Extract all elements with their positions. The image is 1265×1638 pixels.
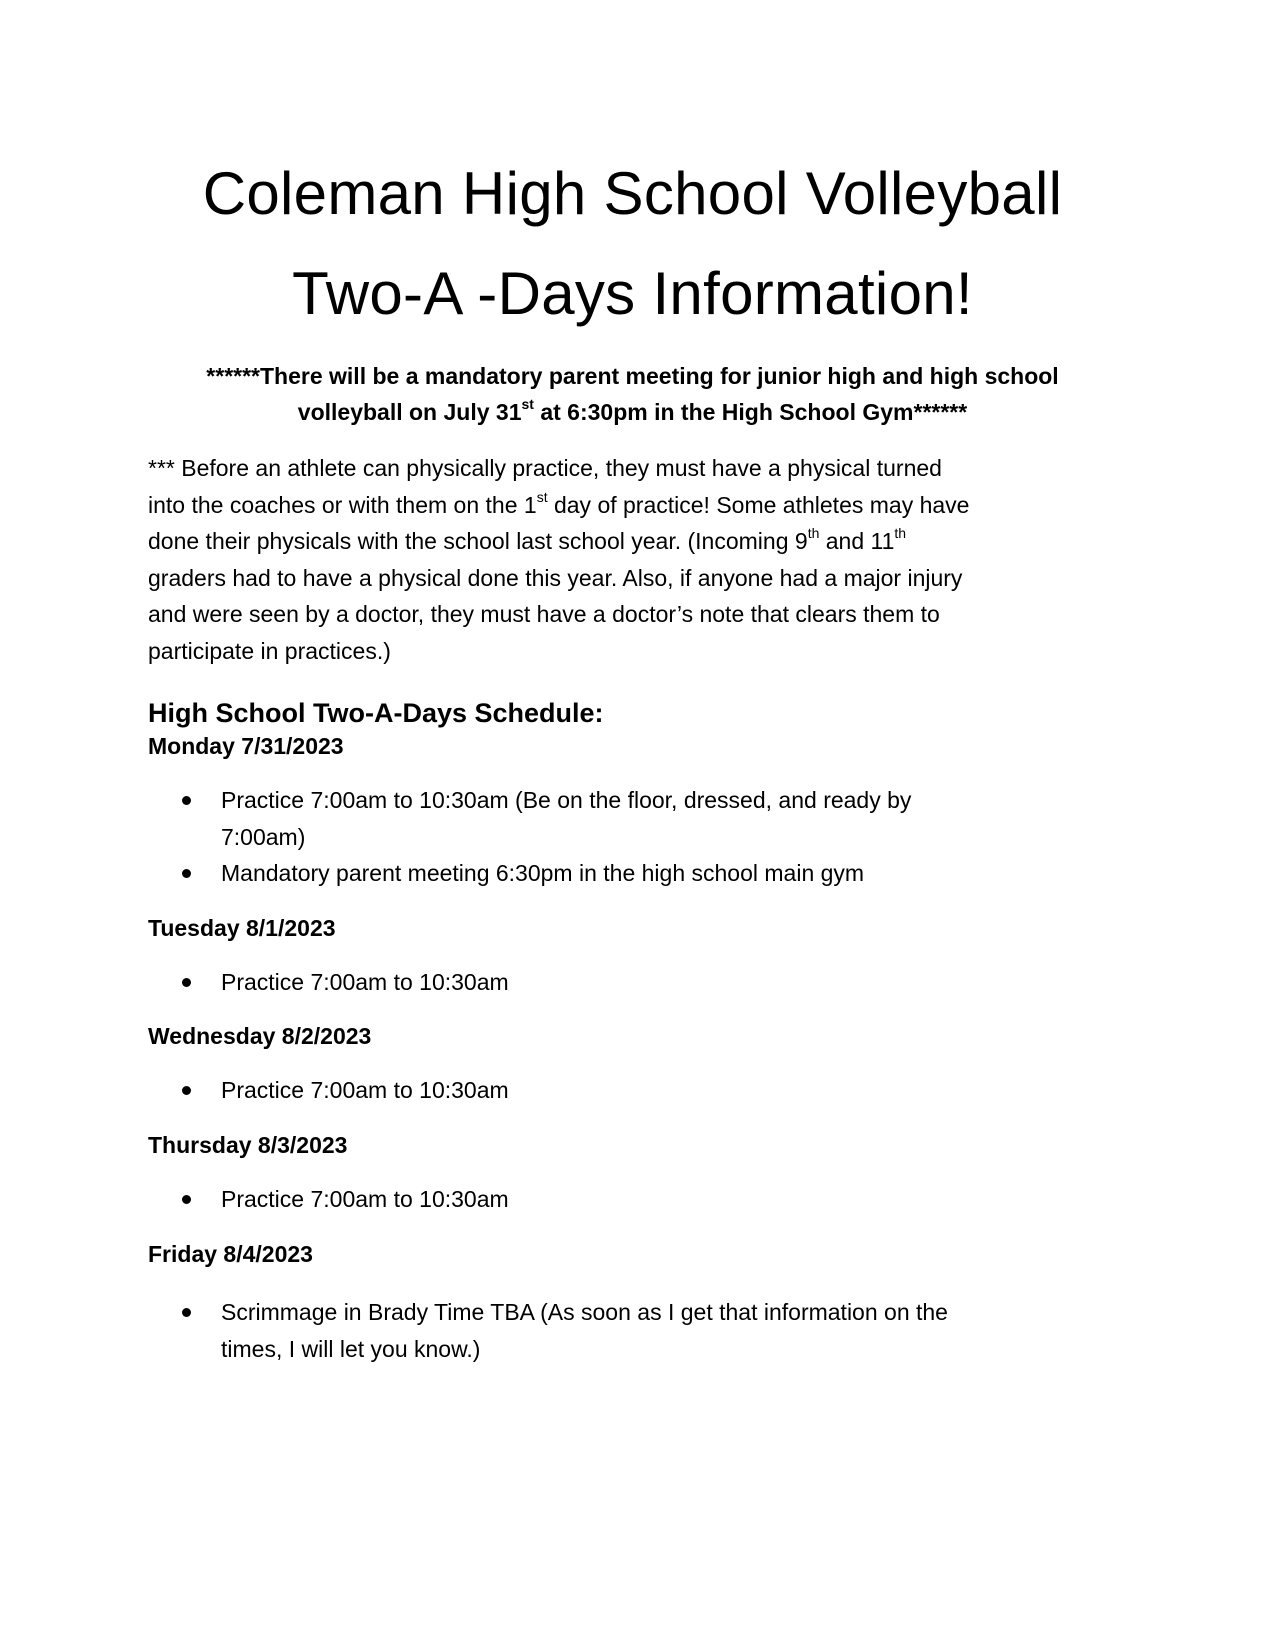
intro-line-2 (148, 487, 1108, 524)
physical-requirement-paragraph (148, 450, 1108, 669)
list-item (148, 782, 1108, 855)
intro-line-2-rest: day of practice! Some athletes may have (547, 491, 970, 518)
bullet-icon (182, 869, 191, 878)
list-item-text: Mandatory parent meeting 6:30pm in the high school main gym (221, 860, 865, 886)
day-heading-tuesday: Tuesday 8/1/2023 (148, 915, 336, 941)
bullet-icon (182, 796, 191, 805)
intro-line-3-mid: and 11 (819, 528, 895, 554)
list-item-text: Practice 7:00am to 10:30am (221, 969, 509, 995)
intro-line-1: *** Before an athlete can physically practice, they must have a physical turned (148, 455, 942, 481)
list-item (148, 1181, 1108, 1218)
list-item (148, 964, 1108, 1001)
list-item (148, 855, 1108, 892)
day-heading-wednesday: Wednesday 8/2/2023 (148, 1023, 372, 1049)
thursday-list (148, 1181, 1108, 1218)
ordinal-suffix: st (536, 488, 548, 505)
list-item-text: times, I will let you know.) (221, 1335, 481, 1362)
wednesday-list (148, 1072, 1108, 1109)
intro-line-3 (148, 523, 1108, 560)
parent-meeting-notice (130, 358, 1135, 430)
intro-line-4: graders had to have a physical done this year. Also, if anyone had a major injury (148, 564, 963, 591)
title-line-2: Two-A -Days Information! (292, 260, 973, 327)
tuesday-list (148, 964, 1108, 1001)
intro-line-2-text: into the coaches or with them on the 1 (148, 491, 537, 518)
ordinal-suffix: th (807, 525, 820, 542)
day-heading-friday: Friday 8/4/2023 (148, 1241, 313, 1267)
bullet-icon (182, 978, 191, 987)
day-heading-monday: Monday 7/31/2023 (148, 733, 344, 759)
bullet-icon (182, 1308, 191, 1317)
list-item-text: Practice 7:00am to 10:30am (221, 1186, 509, 1212)
list-item-text: Scrimmage in Brady Time TBA (As soon as I get that information on the (221, 1299, 948, 1325)
list-item (148, 1072, 1108, 1109)
list-item (148, 1294, 1108, 1367)
notice-line-2-rest: at 6:30pm in the High School Gym****** (533, 399, 968, 425)
list-item-text: 7:00am) (221, 823, 306, 850)
notice-line-2 (130, 394, 1135, 430)
bullet-icon (182, 1086, 191, 1095)
list-item-text: Practice 7:00am to 10:30am (221, 1077, 509, 1103)
ordinal-suffix: th (894, 525, 907, 542)
schedule-heading: High School Two-A-Days Schedule: (148, 698, 604, 728)
list-item-text: Practice 7:00am to 10:30am (Be on the floor, dressed, and ready by (221, 787, 912, 813)
ordinal-suffix: st (521, 396, 534, 413)
intro-line-6: participate in practices.) (148, 637, 391, 664)
intro-line-5: and were seen by a doctor, they must have a doctor’s note that clears them to (148, 601, 940, 627)
notice-line-2-text: volleyball on July 31 (297, 399, 522, 425)
notice-line-1: ******There will be a mandatory parent meeting for junior high and high school (206, 363, 1059, 389)
monday-list (148, 782, 1108, 892)
day-heading-thursday: Thursday 8/3/2023 (148, 1132, 348, 1158)
bullet-icon (182, 1195, 191, 1204)
intro-line-3-text: done their physicals with the school last school year. (Incoming 9 (148, 528, 808, 554)
friday-list (148, 1294, 1108, 1367)
title-line-1: Coleman High School Volleyball (202, 160, 1063, 227)
